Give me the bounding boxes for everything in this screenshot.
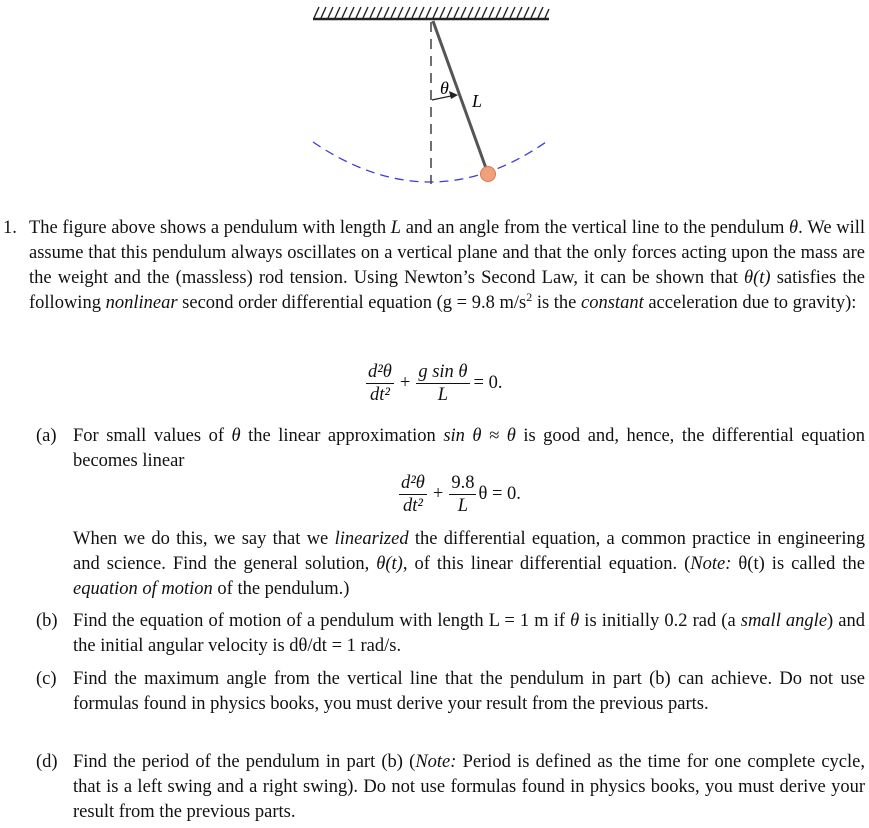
part-d-label: (d) (36, 752, 58, 772)
nonlinear-equation: $\frac{\text{d²θ}}{\text{dt²}}$ + $\frac{\text{g sin θ}}{L}$ = 0. (368, 362, 503, 405)
part-d-text: Find the period of the pendulum in part (b) (Note: Period is defined as the time for one complete cycle, that is a left swing and a right swing). Do not use formulas found in physics books, you must derive your result from the previous parts. (73, 752, 865, 822)
theta-label: θ (440, 78, 449, 98)
linear-equation: $\frac{\text{d²θ}}{\text{dt²}}$ + $\frac{9.8}{L}$ θ = 0. (401, 473, 521, 516)
problem-number: 1. (3, 218, 17, 238)
part-c-text: Find the maximum angle from the vertical line that the pendulum in part (b) can achieve. Do not use formulas found in physics books, you must derive your result from the previous parts. (73, 669, 865, 714)
swing-arc (313, 142, 546, 182)
part-a-text-2: When we do this, we say that we linearized the differential equation, a common practice in engineering and science. Find the general solution, θ(t), of this linear differential equation. (Note: θ(t) is called the equation of motion of the pendulum.) (73, 529, 865, 599)
problem-intro: The figure above shows a pendulum with length L and an angle from the vertical line to the pendulum θ. We will assume that this pendulum always oscillates on a vertical plane and that the only forces acting upon the mass are the weight and the (massless) rod tension. Using Newton’s Second Law, it can be shown that θ(t) satisfies the following nonlinear second order differential equation (g = 9.8 $m/s^2$ is the constant acceleration due to gravity): (29, 218, 866, 313)
part-a-text: For small values of θ the linear approximation sin θ ≈ θ is good and, hence, the differential equation becomes linear (73, 426, 866, 471)
pendulum-figure (0, 0, 869, 200)
arrow-head (449, 91, 458, 99)
part-b-label: (b) (36, 611, 58, 631)
part-b-text: Find the equation of motion of a pendulum with length L = 1 m if θ is initially 0.2 rad (a small angle) and the initial angular velocity is dθ/dt = 1 rad/s. (73, 611, 865, 656)
part-c-label: (c) (36, 669, 57, 689)
length-label: L (472, 91, 483, 111)
part-a-label: (a) (36, 426, 57, 446)
ceiling-hatch (314, 7, 549, 18)
pendulum-bob (481, 167, 496, 182)
